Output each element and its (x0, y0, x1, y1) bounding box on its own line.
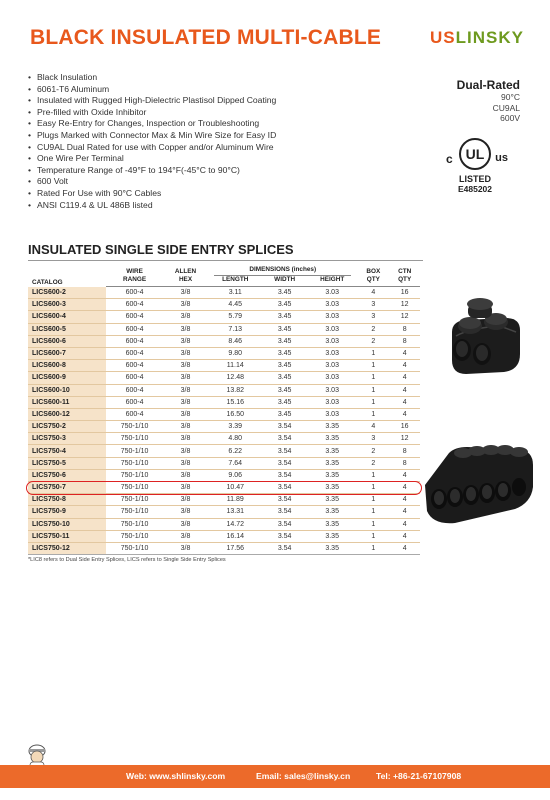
cell-box-qty: 1 (357, 360, 389, 372)
feature-item: • Insulated with Rugged High-Dielectric Plastisol Dipped Coating (28, 95, 358, 107)
cell-ctn-qty: 4 (389, 530, 420, 542)
cell-length: 7.13 (208, 323, 262, 335)
cell-ctn-qty: 16 (389, 287, 420, 299)
cell-allen-hex: 3/8 (163, 311, 208, 323)
cell-box-qty: 1 (357, 494, 389, 506)
cell-wire-range: 750-1/10 (106, 530, 163, 542)
feature-list (28, 72, 358, 211)
cell-allen-hex: 3/8 (163, 421, 208, 433)
cell-box-qty: 2 (357, 323, 389, 335)
cell-allen-hex: 3/8 (163, 323, 208, 335)
ul-listed-mark (440, 134, 510, 194)
cell-wire-range: 600-4 (106, 384, 163, 396)
table-row (28, 408, 420, 420)
ul-c-mark: c (446, 152, 453, 166)
cell-ctn-qty: 4 (389, 360, 420, 372)
cell-ctn-qty: 8 (389, 323, 420, 335)
cell-width: 3.45 (262, 311, 307, 323)
cell-catalog: LICS600-3 (28, 299, 106, 311)
rated-temperature: 90°C (501, 92, 520, 102)
cell-wire-range: 750-1/10 (106, 469, 163, 481)
feature-item: • Easy Re-Entry for Changes, Inspection or Troubleshooting (28, 118, 358, 130)
cell-allen-hex: 3/8 (163, 347, 208, 359)
cell-wire-range: 750-1/10 (106, 433, 163, 445)
cell-allen-hex: 3/8 (163, 299, 208, 311)
cell-box-qty: 1 (357, 506, 389, 518)
cell-catalog: LICS750-4 (28, 445, 106, 457)
cell-ctn-qty: 4 (389, 542, 420, 554)
cell-box-qty: 2 (357, 445, 389, 457)
feature-item: • Rated For Use with 90°C Cables (28, 188, 358, 200)
cell-allen-hex: 3/8 (163, 445, 208, 457)
highlight-ring (26, 481, 422, 495)
cell-box-qty: 1 (357, 518, 389, 530)
table-body (28, 287, 420, 555)
table-row (28, 530, 420, 542)
cell-length: 11.89 (208, 494, 262, 506)
cell-ctn-qty: 16 (389, 421, 420, 433)
splices-table (28, 265, 420, 555)
brand-logo-us: US (430, 28, 456, 47)
cell-catalog: LICS600-9 (28, 372, 106, 384)
table-row (28, 445, 420, 457)
cell-catalog: LICS750-11 (28, 530, 106, 542)
cell-allen-hex: 3/8 (163, 494, 208, 506)
cell-wire-range: 750-1/10 (106, 542, 163, 554)
cell-height: 3.03 (307, 335, 357, 347)
cell-height: 3.03 (307, 408, 357, 420)
cell-allen-hex: 3/8 (163, 506, 208, 518)
table-header-row (28, 265, 420, 276)
cell-wire-range: 750-1/10 (106, 494, 163, 506)
cell-height: 3.03 (307, 396, 357, 408)
cell-height: 3.03 (307, 299, 357, 311)
cell-catalog: LICS750-9 (28, 506, 106, 518)
cell-catalog: LICS750-8 (28, 494, 106, 506)
cell-catalog: LICS600-11 (28, 396, 106, 408)
cell-wire-range: 600-4 (106, 311, 163, 323)
table-row (28, 360, 420, 372)
cell-allen-hex: 3/8 (163, 530, 208, 542)
table-row (28, 347, 420, 359)
table-row (28, 542, 420, 554)
cell-catalog: LICS600-4 (28, 311, 106, 323)
cell-height: 3.35 (307, 494, 357, 506)
cell-width: 3.45 (262, 360, 307, 372)
cell-ctn-qty: 4 (389, 469, 420, 481)
cell-width: 3.54 (262, 506, 307, 518)
cell-ctn-qty: 4 (389, 506, 420, 518)
table-row (28, 469, 420, 481)
table-row (28, 311, 420, 323)
cell-width: 3.54 (262, 482, 307, 494)
cell-allen-hex: 3/8 (163, 542, 208, 554)
dual-rated-box (457, 78, 520, 124)
cell-height: 3.03 (307, 311, 357, 323)
cell-wire-range: 750-1/10 (106, 421, 163, 433)
cell-height: 3.35 (307, 542, 357, 554)
dimensions-label: DIMENSIONS (inches) (214, 266, 351, 276)
cell-width: 3.45 (262, 287, 307, 299)
cell-width: 3.45 (262, 372, 307, 384)
cell-width: 3.45 (262, 384, 307, 396)
cell-box-qty: 1 (357, 396, 389, 408)
cell-allen-hex: 3/8 (163, 469, 208, 481)
col-ctn-qty-line2: QTY (389, 276, 420, 287)
cell-length: 13.31 (208, 506, 262, 518)
feature-item: • Pre-filled with Oxide Inhibitor (28, 107, 358, 119)
cell-width: 3.45 (262, 299, 307, 311)
ul-us-mark: us (495, 152, 508, 164)
cell-allen-hex: 3/8 (163, 384, 208, 396)
col-height: HEIGHT (307, 276, 357, 287)
cell-length: 13.82 (208, 384, 262, 396)
table-row (28, 396, 420, 408)
col-wire-range-line1: WIRE (126, 268, 143, 275)
brand-logo (430, 28, 524, 48)
cell-catalog: LICS600-7 (28, 347, 106, 359)
cell-height: 3.03 (307, 360, 357, 372)
cell-box-qty: 2 (357, 457, 389, 469)
cell-width: 3.54 (262, 542, 307, 554)
cell-ctn-qty: 8 (389, 457, 420, 469)
cell-ctn-qty: 4 (389, 408, 420, 420)
col-wire-range-line2: RANGE (106, 276, 163, 287)
cell-wire-range: 750-1/10 (106, 518, 163, 530)
table-row (28, 518, 420, 530)
cell-length: 15.16 (208, 396, 262, 408)
cell-allen-hex: 3/8 (163, 433, 208, 445)
cell-length: 10.47 (208, 482, 262, 494)
col-width: WIDTH (262, 276, 307, 287)
cell-ctn-qty: 12 (389, 299, 420, 311)
cell-box-qty: 1 (357, 530, 389, 542)
cell-wire-range: 750-1/10 (106, 506, 163, 518)
cell-ctn-qty: 4 (389, 494, 420, 506)
cell-height: 3.35 (307, 457, 357, 469)
cell-catalog: LICS750-2 (28, 421, 106, 433)
product-image-2-port (440, 292, 530, 392)
cell-height: 3.35 (307, 469, 357, 481)
section-divider (28, 260, 423, 261)
cell-ctn-qty: 4 (389, 347, 420, 359)
cell-wire-range: 600-4 (106, 372, 163, 384)
feature-item: • 600 Volt (28, 176, 358, 188)
feature-item: • ANSI C119.4 & UL 486B listed (28, 200, 358, 212)
rated-material: CU9AL (492, 102, 520, 113)
cell-wire-range: 600-4 (106, 323, 163, 335)
cell-wire-range: 750-1/10 (106, 457, 163, 469)
contact-footer (0, 765, 550, 788)
cell-length: 17.56 (208, 542, 262, 554)
cell-wire-range: 600-4 (106, 287, 163, 299)
cell-width: 3.54 (262, 518, 307, 530)
cell-length: 9.80 (208, 347, 262, 359)
cell-length: 3.11 (208, 287, 262, 299)
cell-allen-hex: 3/8 (163, 457, 208, 469)
cell-catalog: LICS600-2 (28, 287, 106, 299)
cell-wire-range: 750-1/10 (106, 482, 163, 494)
cell-width: 3.45 (262, 323, 307, 335)
col-length: LENGTH (208, 276, 262, 287)
cell-catalog: LICS600-12 (28, 408, 106, 420)
feature-item: • One Wire Per Terminal (28, 153, 358, 165)
table-row (28, 323, 420, 335)
table-row (28, 384, 420, 396)
cell-height: 3.35 (307, 445, 357, 457)
cell-catalog: LICS600-10 (28, 384, 106, 396)
cell-width: 3.45 (262, 347, 307, 359)
col-dimensions (208, 265, 357, 276)
cell-width: 3.45 (262, 408, 307, 420)
cell-length: 5.79 (208, 311, 262, 323)
cell-ctn-qty: 4 (389, 372, 420, 384)
cell-wire-range: 600-4 (106, 360, 163, 372)
cell-height: 3.35 (307, 433, 357, 445)
col-ctn-qty-line1: CTN (398, 268, 412, 275)
cell-catalog: LICS600-8 (28, 360, 106, 372)
cell-height: 3.03 (307, 384, 357, 396)
section-title: INSULATED SINGLE SIDE ENTRY SPLICES (28, 242, 294, 257)
table-footnote: *LIC8 refers to Dual Side Entry Splices, LICS refers to Single Side Entry Splices (28, 557, 226, 563)
cell-catalog: LICS750-10 (28, 518, 106, 530)
cell-allen-hex: 3/8 (163, 372, 208, 384)
cell-ctn-qty: 12 (389, 433, 420, 445)
cell-width: 3.54 (262, 469, 307, 481)
footer-web[interactable]: Web: www.shlinsky.com (126, 771, 226, 781)
cell-length: 16.50 (208, 408, 262, 420)
ul-letters: UL (465, 146, 485, 162)
feature-item: • 6061-T6 Aluminum (28, 84, 358, 96)
col-catalog: CATALOG (32, 278, 63, 286)
cell-allen-hex: 3/8 (163, 518, 208, 530)
brand-logo-linsky: LINSKY (455, 28, 524, 47)
table-row (28, 457, 420, 469)
feature-item: • Black Insulation (28, 72, 358, 84)
cell-catalog: LICS750-7 (28, 482, 106, 494)
cell-height: 3.35 (307, 518, 357, 530)
table-row (28, 335, 420, 347)
ul-file-number: E485202 (457, 184, 493, 194)
cell-box-qty: 1 (357, 347, 389, 359)
cell-wire-range: 600-4 (106, 408, 163, 420)
cell-catalog: LICS750-5 (28, 457, 106, 469)
cell-box-qty: 4 (357, 287, 389, 299)
cell-width: 3.54 (262, 494, 307, 506)
col-allen-hex-line2: HEX (163, 276, 208, 287)
cell-length: 9.06 (208, 469, 262, 481)
cell-height: 3.35 (307, 530, 357, 542)
cell-box-qty: 2 (357, 335, 389, 347)
cell-height: 3.03 (307, 347, 357, 359)
cell-box-qty: 1 (357, 372, 389, 384)
table-row (28, 372, 420, 384)
col-box-qty-line2: QTY (357, 276, 389, 287)
cell-box-qty: 3 (357, 311, 389, 323)
cell-ctn-qty: 4 (389, 384, 420, 396)
page-title: BLACK INSULATED MULTI-CABLE (30, 26, 382, 49)
cell-allen-hex: 3/8 (163, 360, 208, 372)
cell-box-qty: 1 (357, 469, 389, 481)
cell-height: 3.35 (307, 482, 357, 494)
cell-height: 3.03 (307, 287, 357, 299)
cell-box-qty: 1 (357, 408, 389, 420)
table-row (28, 287, 420, 299)
cell-catalog: LICS750-3 (28, 433, 106, 445)
cell-length: 4.45 (208, 299, 262, 311)
cell-ctn-qty: 4 (389, 518, 420, 530)
cell-allen-hex: 3/8 (163, 396, 208, 408)
splice-2-port-icon (440, 292, 530, 392)
cell-width: 3.54 (262, 530, 307, 542)
cell-box-qty: 4 (357, 421, 389, 433)
cell-ctn-qty: 12 (389, 311, 420, 323)
cell-ctn-qty: 4 (389, 482, 420, 494)
cell-box-qty: 3 (357, 299, 389, 311)
cell-ctn-qty: 8 (389, 445, 420, 457)
cell-height: 3.35 (307, 421, 357, 433)
cell-length: 12.48 (208, 372, 262, 384)
cell-wire-range: 600-4 (106, 335, 163, 347)
cell-length: 8.46 (208, 335, 262, 347)
cell-allen-hex: 3/8 (163, 335, 208, 347)
footer-email[interactable]: Email: sales@linsky.cn (256, 771, 351, 781)
table-row (28, 494, 420, 506)
rated-voltage: 600V (500, 113, 520, 123)
ul-logo-icon (440, 134, 510, 174)
cell-length: 7.64 (208, 457, 262, 469)
cell-length: 16.14 (208, 530, 262, 542)
splice-multi-port-icon (415, 425, 540, 535)
feature-item: • Plugs Marked with Connector Max & Min Wire Size for Easy ID (28, 130, 358, 142)
cell-width: 3.54 (262, 457, 307, 469)
ul-listed-label: LISTED (458, 174, 491, 184)
cell-wire-range: 600-4 (106, 299, 163, 311)
feature-item: • Temperature Range of -49°F to 194°F(-45°C to 90°C) (28, 165, 358, 177)
cell-width: 3.45 (262, 396, 307, 408)
cell-catalog: LICS750-12 (28, 542, 106, 554)
table-row (28, 299, 420, 311)
cell-allen-hex: 3/8 (163, 408, 208, 420)
cell-catalog: LICS600-5 (28, 323, 106, 335)
feature-item: • CU9AL Dual Rated for use with Copper and/or Aluminum Wire (28, 142, 358, 154)
cell-width: 3.54 (262, 433, 307, 445)
cell-length: 6.22 (208, 445, 262, 457)
cell-wire-range: 750-1/10 (106, 445, 163, 457)
cell-height: 3.35 (307, 506, 357, 518)
cell-box-qty: 1 (357, 482, 389, 494)
cell-length: 3.39 (208, 421, 262, 433)
cell-box-qty: 1 (357, 384, 389, 396)
cell-length: 11.14 (208, 360, 262, 372)
cell-width: 3.54 (262, 421, 307, 433)
cell-height: 3.03 (307, 372, 357, 384)
cell-allen-hex: 3/8 (163, 287, 208, 299)
product-image-multi-port (415, 425, 540, 535)
footer-tel: Tel: +86-21-67107908 (376, 771, 462, 781)
cell-width: 3.54 (262, 445, 307, 457)
cell-length: 14.72 (208, 518, 262, 530)
dual-rated-heading: Dual-Rated (456, 78, 520, 92)
table-row (28, 421, 420, 433)
col-box-qty-line1: BOX (366, 268, 381, 275)
table-row (28, 433, 420, 445)
cell-wire-range: 600-4 (106, 347, 163, 359)
cell-height: 3.03 (307, 323, 357, 335)
cell-ctn-qty: 4 (389, 396, 420, 408)
cell-catalog: LICS600-6 (28, 335, 106, 347)
cell-catalog: LICS750-6 (28, 469, 106, 481)
cell-ctn-qty: 8 (389, 335, 420, 347)
table-row (28, 506, 420, 518)
cell-allen-hex: 3/8 (163, 482, 208, 494)
cell-wire-range: 600-4 (106, 396, 163, 408)
cell-box-qty: 3 (357, 433, 389, 445)
col-allen-hex-line1: ALLEN (174, 268, 197, 275)
cell-box-qty: 1 (357, 542, 389, 554)
cell-length: 4.80 (208, 433, 262, 445)
cell-width: 3.45 (262, 335, 307, 347)
